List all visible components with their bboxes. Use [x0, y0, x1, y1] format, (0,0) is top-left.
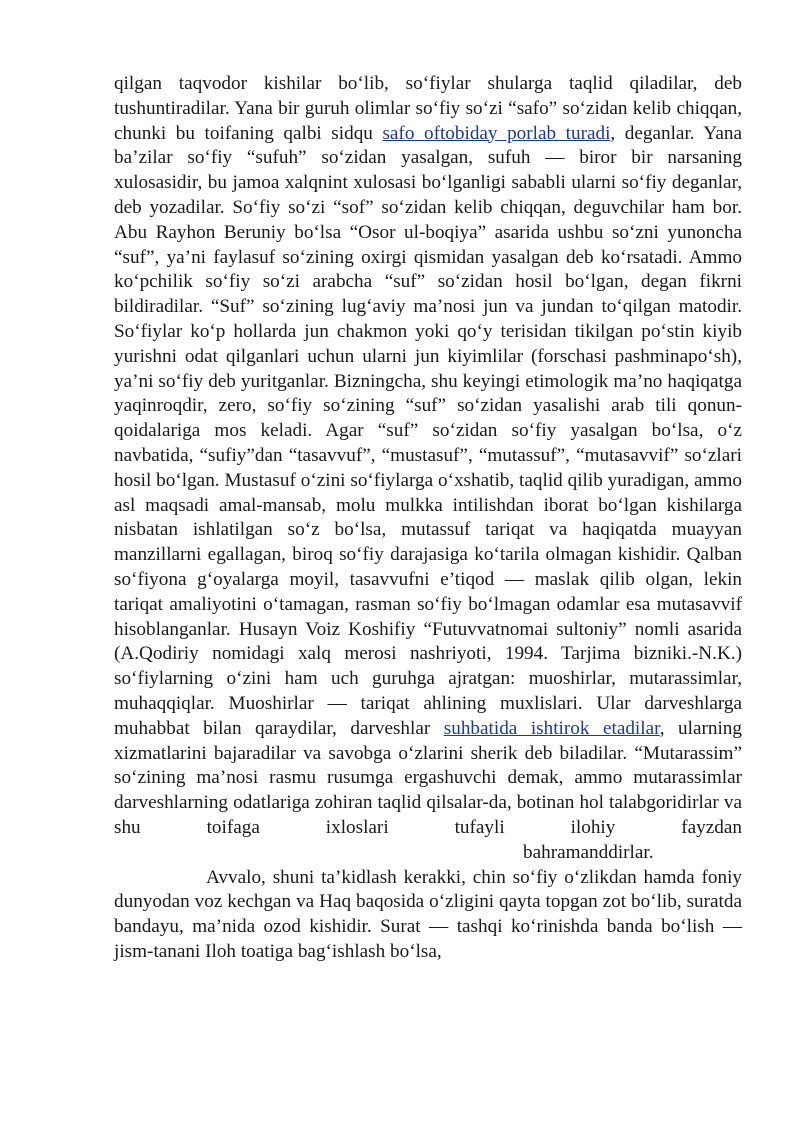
paragraph-1-end-left: fayzdan: [681, 816, 743, 838]
paragraph-1-text-a: qilgan taqvodor kishilar bo‘lib, so‘fiylar shularga taqlid qiladilar, deb tushuntiradilar. Yana bir guruh olimlar so‘fiy so‘zi “safo” so‘zidan kelib chiqqan, chunki bu toifaning qalbi sidqu: [114, 73, 742, 144]
paragraph-1-text-c: , ularning xizmatlarini bajaradilar va savobga o‘zlarini sherik deb biladilar. “Mutarassim” so‘zining ma’nosi rasmu rusumga ergashuvchi demak, ammo mutarassimlar darveshlarning odatlariga zohiran taqlid qilsalar-da, botinan hol talabgoridirlar va shu toifaga ixloslari tufayli ilohiy: [114, 717, 742, 838]
paragraph-1-end-right: bahramanddirlar.: [523, 841, 654, 863]
link-suhbatida-ishtirok[interactable]: suhbatida ishtirok etadilar: [443, 717, 660, 739]
document-page: [114, 72, 742, 965]
paragraph-1: [114, 72, 742, 866]
paragraph-2: Avvalo, shuni ta’kidlash kerakki, chin so‘fiy o‘zlikdan hamda foniy dunyodan voz kechgan va Haq baqosida o‘zligini qayta topgan zot bo‘lib, suratda bandayu, ma’nida ozod kishidir. Surat — tashqi ko‘rinishda banda bo‘lish — jism-tanani Iloh toatiga bag‘ishlash bo‘lsa,: [114, 866, 742, 962]
paragraph-1-text-b: , deganlar. Yana ba’zilar so‘fiy “sufuh” so‘zidan yasalgan, sufuh — biror bir narsaning xulosasidir, bu jamoa xalqnint xulosasi bo‘lganligi sababli ularni so‘fiy deganlar, deb yozadilar. So‘fiy so‘zi “sof” so‘zidan kelib chiqqan, deguvchilar ham bor. Abu Rayhon Beruniy bo‘lsa “Osor ul-boqiya” asarida ushbu so‘zni yunoncha “suf”, ya’ni faylasuf so‘zining oxirgi qismidan yasalgan deb ko‘rsatadi. Ammo ko‘pchilik so‘fiy so‘zi arabcha “suf” so‘zidan hosil bo‘lgan, degan fikrni bildiradilar. “Suf” so‘zining lug‘aviy ma’nosi jun va jundan to‘qilgan matodir. So‘fiylar ko‘p hollarda jun chakmon yoki qo‘y terisidan tikilgan po‘stin kiyib yurishni odat qilganlari uchun ularni jun kiyimlilar (forschasi pashminapo‘sh), ya’ni so‘fiy deb yuritganlar. Bizningcha, shu keyingi etimologik ma’no haqiqatga yaqinroqdir, zero, so‘fiy so‘zining “suf” so‘zidan yasalishi arab tili qonun-qoidalariga mos keladi. Agar “suf” so‘zidan so‘fiy yasalgan bo‘lsa, o‘z navbatida, “sufiy”dan “tasavvuf”, “mustasuf”, “mutassuf”, “mutasavvif” so‘zlari hosil bo‘lgan. Mustasuf o‘zini so‘fiylarga o‘xshatib, taqlid qilib yuradigan, ammo asl maqsadi amal-mansab, molu mulkka intilishdan iborat bo‘lgan kishilarga nisbatan ishlatilgan so‘z bo‘lsa, mutassuf tariqat va haqiqatda muayyan manzillarni egallagan, biroq so‘fiy darajasiga ko‘tarila olmagan kishidir. Qalban so‘fiyona g‘oyalarga moyil, tasavvufni e’tiqod — maslak qilib olgan, lekin tariqat amaliyotini o‘tamagan, rasman so‘fiy bo‘lmagan odamlar esa mutasavvif hisoblanganlar. Husayn Voiz Koshifiy “Futuvvatnomai sultoniy” nomli asarida (A.Qodiriy nomidagi xalq merosi nashriyoti, 1994. Tarjima bizniki.-N.K.) so‘fiylarning o‘zini ham uch guruhga ajratgan: muoshirlar, mutarassimlar, muhaqqiqlar. Muoshirlar — tariqat ahlining muxlislari. Ular darveshlarga muhabbat bilan qaraydilar, darveshlar: [114, 122, 742, 739]
link-safo-oftobiday[interactable]: safo oftobiday porlab turadi: [382, 122, 611, 144]
